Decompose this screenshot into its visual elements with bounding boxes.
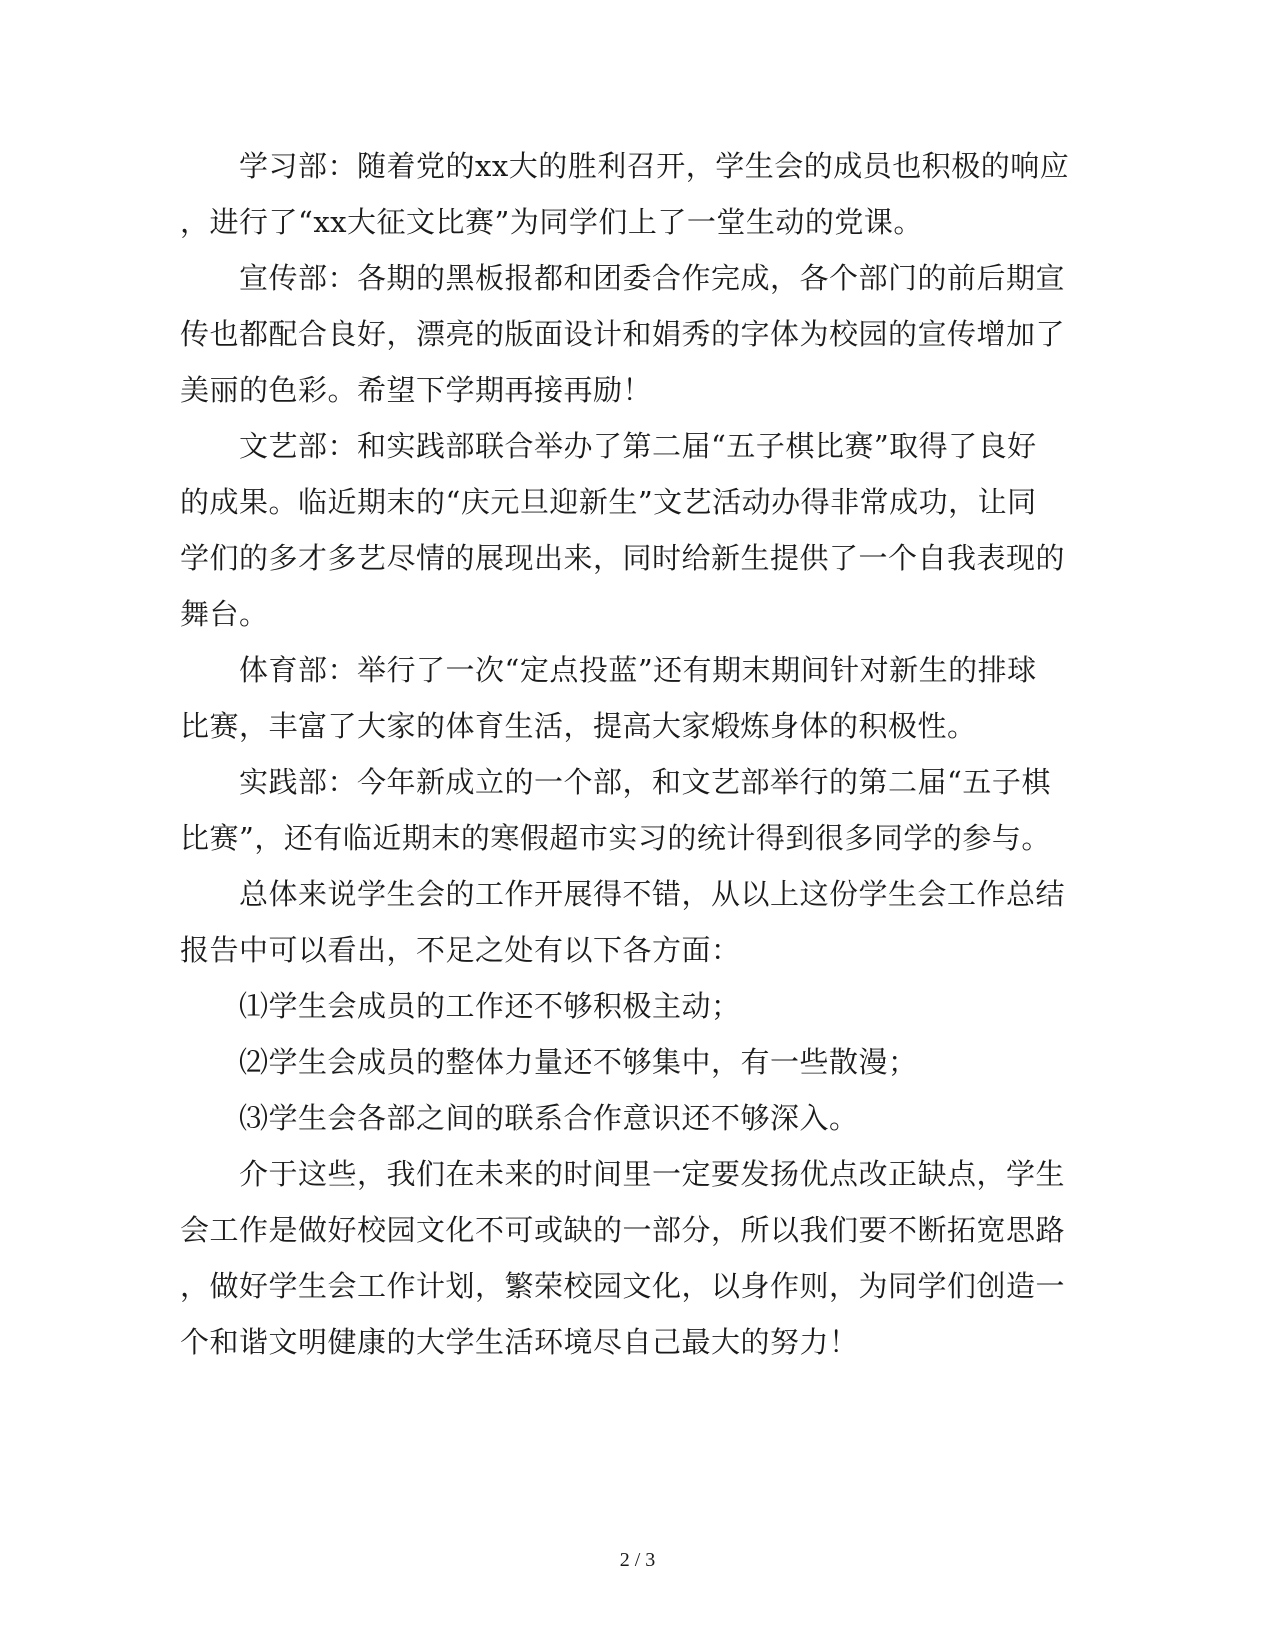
document-body: [180, 138, 1070, 1370]
list-item-text: ⑶学生会各部之间的联系合作意识还不够深入。: [239, 1101, 859, 1135]
paragraph-line: ，进行了“xx大征文比赛”为同学们上了一堂生动的党课。: [180, 205, 923, 239]
paragraph-line: 文艺部：和实践部联合举办了第二届“五子棋比赛”取得了良好: [239, 429, 1037, 463]
paragraph-line: 个和谐文明健康的大学生活环境尽自己最大的努力！: [180, 1325, 859, 1359]
paragraph-line: 传也都配合良好，漂亮的版面设计和娟秀的字体为校园的宣传增加了: [180, 317, 1066, 351]
paragraph-line: 会工作是做好校园文化不可或缺的一部分，所以我们要不断拓宽思路: [180, 1213, 1066, 1247]
paragraph-arts-dept: [180, 418, 1066, 642]
page-number: 2 / 3: [619, 1549, 656, 1571]
paragraph-conclusion: [180, 1146, 1066, 1370]
paragraph-line: 体育部：举行了一次“定点投蓝”还有期末期间针对新生的排球: [239, 653, 1037, 687]
list-item-shortcoming-1: [180, 978, 1040, 1034]
list-item-shortcoming-2: [180, 1034, 1040, 1090]
paragraph-line: 宣传部：各期的黑板报都和团委合作完成，各个部门的前后期宣: [239, 261, 1066, 295]
list-item-shortcoming-3: [180, 1090, 1040, 1146]
paragraph-line: 总体来说学生会的工作开展得不错，从以上这份学生会工作总结: [239, 877, 1066, 911]
paragraph-sports-dept: [180, 642, 1040, 754]
paragraph-line: 舞台。: [180, 597, 269, 631]
list-item-text: ⑵学生会成员的整体力量还不够集中，有一些散漫；: [239, 1045, 918, 1079]
paragraph-line: 比赛”，还有临近期末的寒假超市实习的统计得到很多同学的参与。: [180, 821, 1051, 855]
paragraph-line: ，做好学生会工作计划，繁荣校园文化，以身作则，为同学们创造一: [180, 1269, 1066, 1303]
paragraph-line: 学们的多才多艺尽情的展现出来，同时给新生提供了一个自我表现的: [180, 541, 1066, 575]
paragraph-practice-dept: [180, 754, 1051, 866]
paragraph-study-dept: [180, 138, 1070, 250]
list-item-text: ⑴学生会成员的工作还不够积极主动；: [239, 989, 741, 1023]
paragraph-line: 美丽的色彩。希望下学期再接再励！: [180, 373, 653, 407]
paragraph-publicity-dept: [180, 250, 1066, 418]
paragraph-line: 的成果。临近期末的“庆元旦迎新生”文艺活动办得非常成功，让同: [180, 485, 1037, 519]
paragraph-line: 实践部：今年新成立的一个部，和文艺部举行的第二届“五子棋: [239, 765, 1051, 799]
paragraph-line: 学习部：随着党的xx大的胜利召开，学生会的成员也积极的响应: [239, 149, 1070, 183]
paragraph-summary: [180, 866, 1066, 978]
paragraph-line: 介于这些，我们在未来的时间里一定要发扬优点改正缺点，学生: [239, 1157, 1066, 1191]
paragraph-line: 报告中可以看出，不足之处有以下各方面：: [180, 933, 741, 967]
paragraph-line: 比赛，丰富了大家的体育生活，提高大家煅炼身体的积极性。: [180, 709, 977, 743]
